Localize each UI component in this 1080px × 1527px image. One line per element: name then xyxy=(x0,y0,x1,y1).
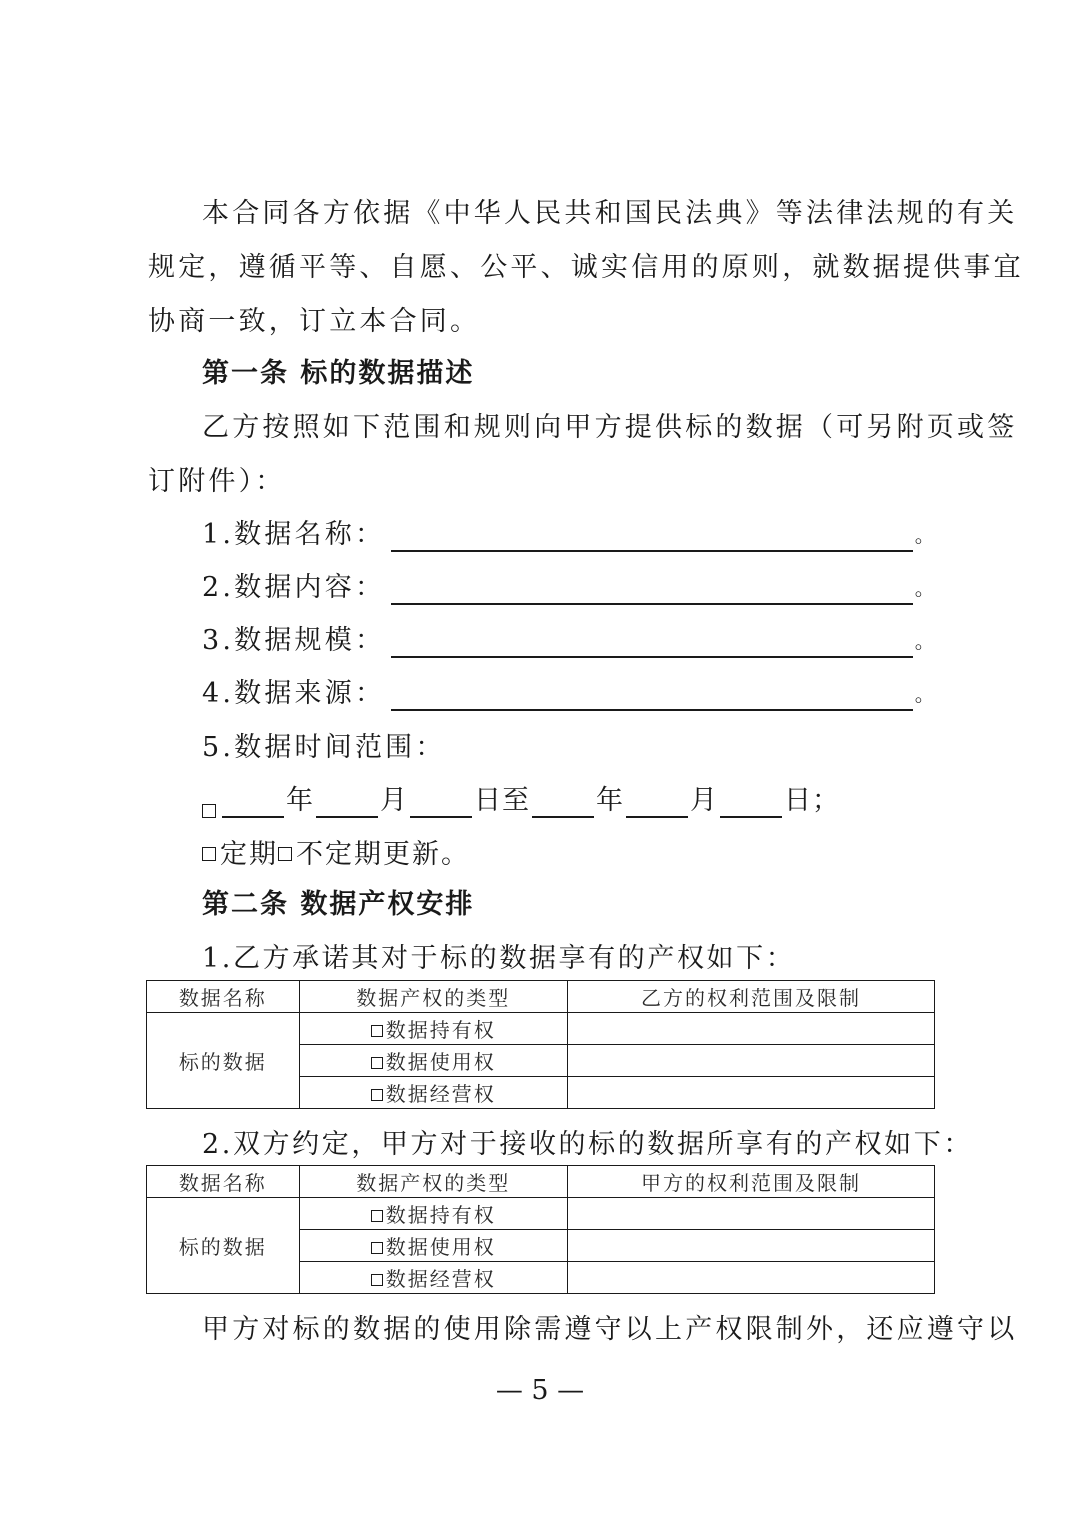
field-label: 1.数据名称： xyxy=(202,519,386,550)
end-month-blank[interactable] xyxy=(626,792,688,818)
data-scale-blank[interactable] xyxy=(391,632,913,658)
data-content-blank[interactable] xyxy=(391,579,913,605)
field-end: 。 xyxy=(914,629,938,653)
year-unit: 年 xyxy=(596,785,624,816)
header-rights-scope: 乙方的权利范围及限制 xyxy=(567,981,934,1013)
regular-update-checkbox[interactable] xyxy=(202,847,216,861)
use-right-label: 数据使用权 xyxy=(385,1050,496,1074)
article1-heading: 第一条 标的数据描述 xyxy=(202,358,475,389)
time-range-label: 5.数据时间范围： xyxy=(202,732,446,763)
field-end: 。 xyxy=(914,576,938,600)
irregular-update-label: 不定期更新。 xyxy=(296,839,470,870)
end-day-blank[interactable] xyxy=(720,792,782,818)
start-month-blank[interactable] xyxy=(316,792,378,818)
holding-right-checkbox[interactable] xyxy=(371,1210,383,1222)
end-year-blank[interactable] xyxy=(532,792,594,818)
intro-line-1: 本合同各方依据《中华人民共和国民法典》等法律法规的有关 xyxy=(202,198,1018,229)
field-end: 。 xyxy=(914,682,938,706)
scope-input-cell[interactable] xyxy=(567,1262,934,1294)
field-end: 。 xyxy=(914,523,938,547)
header-rights-type: 数据产权的类型 xyxy=(299,981,567,1013)
update-options-row xyxy=(202,838,938,872)
holding-right-label: 数据持有权 xyxy=(385,1018,496,1042)
scope-input-cell[interactable] xyxy=(567,1198,934,1230)
month-unit: 月 xyxy=(380,785,408,816)
month-unit: 月 xyxy=(690,785,718,816)
intro-line-3: 协商一致，订立本合同。 xyxy=(148,306,481,337)
field-label: 3.数据规模： xyxy=(202,625,386,656)
field-label: 2.数据内容： xyxy=(202,572,386,603)
closing-line: 甲方对标的数据的使用除需遵守以上产权限制外，还应遵守以 xyxy=(202,1314,1018,1345)
regular-update-label: 定期 xyxy=(220,839,278,870)
intro-line-2: 规定，遵循平等、自愿、公平、诚实信用的原则，就数据提供事宜 xyxy=(148,252,1024,283)
right-operation-cell xyxy=(299,1262,567,1294)
field-data-source xyxy=(202,677,938,711)
use-right-checkbox[interactable] xyxy=(371,1242,383,1254)
data-name-blank[interactable] xyxy=(391,526,913,552)
field-data-content xyxy=(202,571,938,605)
row-label-subject-data: 标的数据 xyxy=(147,1013,300,1109)
seller-rights-table xyxy=(146,980,935,1109)
day-to-unit: 日至 xyxy=(474,785,530,816)
scope-input-cell[interactable] xyxy=(567,1230,934,1262)
right-holding-cell xyxy=(299,1198,567,1230)
operation-right-label: 数据经营权 xyxy=(385,1082,496,1106)
table-row xyxy=(147,1198,935,1230)
operation-right-checkbox[interactable] xyxy=(371,1274,383,1286)
article2-item-1: 1.乙方承诺其对于标的数据享有的产权如下： xyxy=(202,943,796,974)
scope-input-cell[interactable] xyxy=(567,1013,934,1045)
day-end-unit: 日； xyxy=(784,785,840,816)
table-row xyxy=(147,1013,935,1045)
date-range-checkbox[interactable] xyxy=(202,804,216,818)
field-label: 4.数据来源： xyxy=(202,678,386,709)
page-number: — 5 — xyxy=(495,1375,585,1406)
header-data-name: 数据名称 xyxy=(147,1166,300,1198)
scope-input-cell[interactable] xyxy=(567,1077,934,1109)
use-right-checkbox[interactable] xyxy=(371,1057,383,1069)
right-use-cell xyxy=(299,1230,567,1262)
start-day-blank[interactable] xyxy=(410,792,472,818)
start-year-blank[interactable] xyxy=(222,792,284,818)
data-source-blank[interactable] xyxy=(391,685,913,711)
scope-input-cell[interactable] xyxy=(567,1045,934,1077)
article2-heading: 第二条 数据产权安排 xyxy=(202,889,475,920)
table-header-row xyxy=(147,1166,935,1198)
header-rights-type: 数据产权的类型 xyxy=(299,1166,567,1198)
field-data-name xyxy=(202,518,938,552)
article2-item-2: 2.双方约定，甲方对于接收的标的数据所享有的产权如下： xyxy=(202,1129,973,1160)
holding-right-checkbox[interactable] xyxy=(371,1025,383,1037)
date-range-row xyxy=(202,784,938,818)
right-use-cell xyxy=(299,1045,567,1077)
header-rights-scope: 甲方的权利范围及限制 xyxy=(567,1166,934,1198)
row-label-subject-data: 标的数据 xyxy=(147,1198,300,1294)
use-right-label: 数据使用权 xyxy=(385,1235,496,1259)
operation-right-label: 数据经营权 xyxy=(385,1267,496,1291)
article1-para-line-2: 订附件）： xyxy=(148,466,286,497)
header-data-name: 数据名称 xyxy=(147,981,300,1013)
holding-right-label: 数据持有权 xyxy=(385,1203,496,1227)
irregular-update-checkbox[interactable] xyxy=(278,847,292,861)
field-data-scale xyxy=(202,624,938,658)
right-operation-cell xyxy=(299,1077,567,1109)
operation-right-checkbox[interactable] xyxy=(371,1089,383,1101)
year-unit: 年 xyxy=(286,785,314,816)
right-holding-cell xyxy=(299,1013,567,1045)
article1-para-line-1: 乙方按照如下范围和规则向甲方提供标的数据（可另附页或签 xyxy=(202,412,1018,443)
buyer-rights-table xyxy=(146,1165,935,1294)
table-header-row xyxy=(147,981,935,1013)
